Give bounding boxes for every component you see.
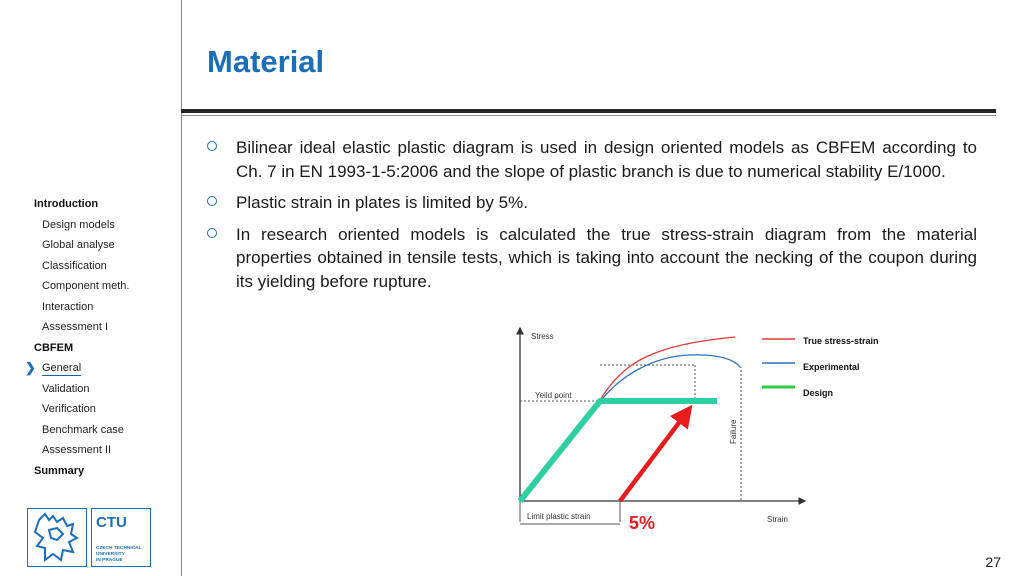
yield-point-label: Yeild point [535,391,572,400]
nav-component-method[interactable]: Component meth. [42,280,130,292]
legend-label-design: Design [803,388,834,398]
nav-validation[interactable]: Validation [42,382,90,395]
limit-value-label: 5% [629,513,656,533]
logo-subtext-2: UNIVERSITY [96,552,125,557]
active-marker-icon: ❯ [25,360,36,375]
sidebar [0,0,182,576]
legend-label-experimental: Experimental [803,362,860,372]
nav-introduction[interactable]: Introduction [34,198,99,210]
header-rule-thin [181,115,996,116]
bullet-item: Plastic strain in plates is limited by 5%. [207,191,977,215]
bullet-item: In research oriented models is calculated the true stress-strain diagram from the material properties obtained in tensile tests, which is taking into account the necking of the coupon during its yielding before rupture. [207,223,977,294]
lion-emblem-icon [35,514,77,560]
bullet-list [207,136,977,301]
stress-strain-diagram [505,320,905,542]
legend-label-true: True stress-strain [803,336,879,346]
page-number: 27 [985,554,1001,570]
design-curve [520,401,717,501]
circle-bullet-icon [207,141,217,151]
nav-assessment-1[interactable]: Assessment I [42,321,109,333]
failure-label: Failure [729,419,738,444]
circle-bullet-icon [207,228,217,238]
nav-global-analyse[interactable]: Global analyse [42,239,115,251]
nav-benchmark-case[interactable]: Benchmark case [42,423,124,436]
limit-plastic-strain-label: Limit plastic strain [527,512,591,521]
legend [762,336,879,398]
logo-subtext-1: CZECH TECHNICAL [96,546,142,551]
nav-assessment-2[interactable]: Assessment II [42,444,112,456]
circle-bullet-icon [207,196,217,206]
nav-list [25,196,174,483]
axis-x-label: Strain [767,515,788,524]
true-stress-strain-curve [600,337,735,400]
nav-interaction[interactable]: Interaction [42,300,94,313]
nav-summary[interactable]: Summary [34,464,85,477]
logo-text: CTU [96,514,127,531]
nav-classification[interactable]: Classification [42,259,107,272]
experimental-curve [600,355,741,402]
bullet-item: Bilinear ideal elastic plastic diagram is used in design oriented models as CBFEM according to Ch. 7 in EN 1993-1-5:2006 and the slope of plastic branch is due to numerical stability E/1000. [207,136,977,183]
header-rule [181,109,996,113]
logo-subtext-3: IN PRAGUE [96,558,123,563]
ctu-logo [27,508,151,567]
page-title: Material [207,44,325,79]
nav-cbfem[interactable]: CBFEM [34,341,74,354]
limit-strain-arrow [620,412,687,501]
nav-design-models[interactable]: Design models [42,218,115,231]
axis-y-label: Stress [531,332,554,341]
nav-general[interactable]: ❯ General [25,360,82,375]
nav-verification[interactable]: Verification [42,403,96,415]
